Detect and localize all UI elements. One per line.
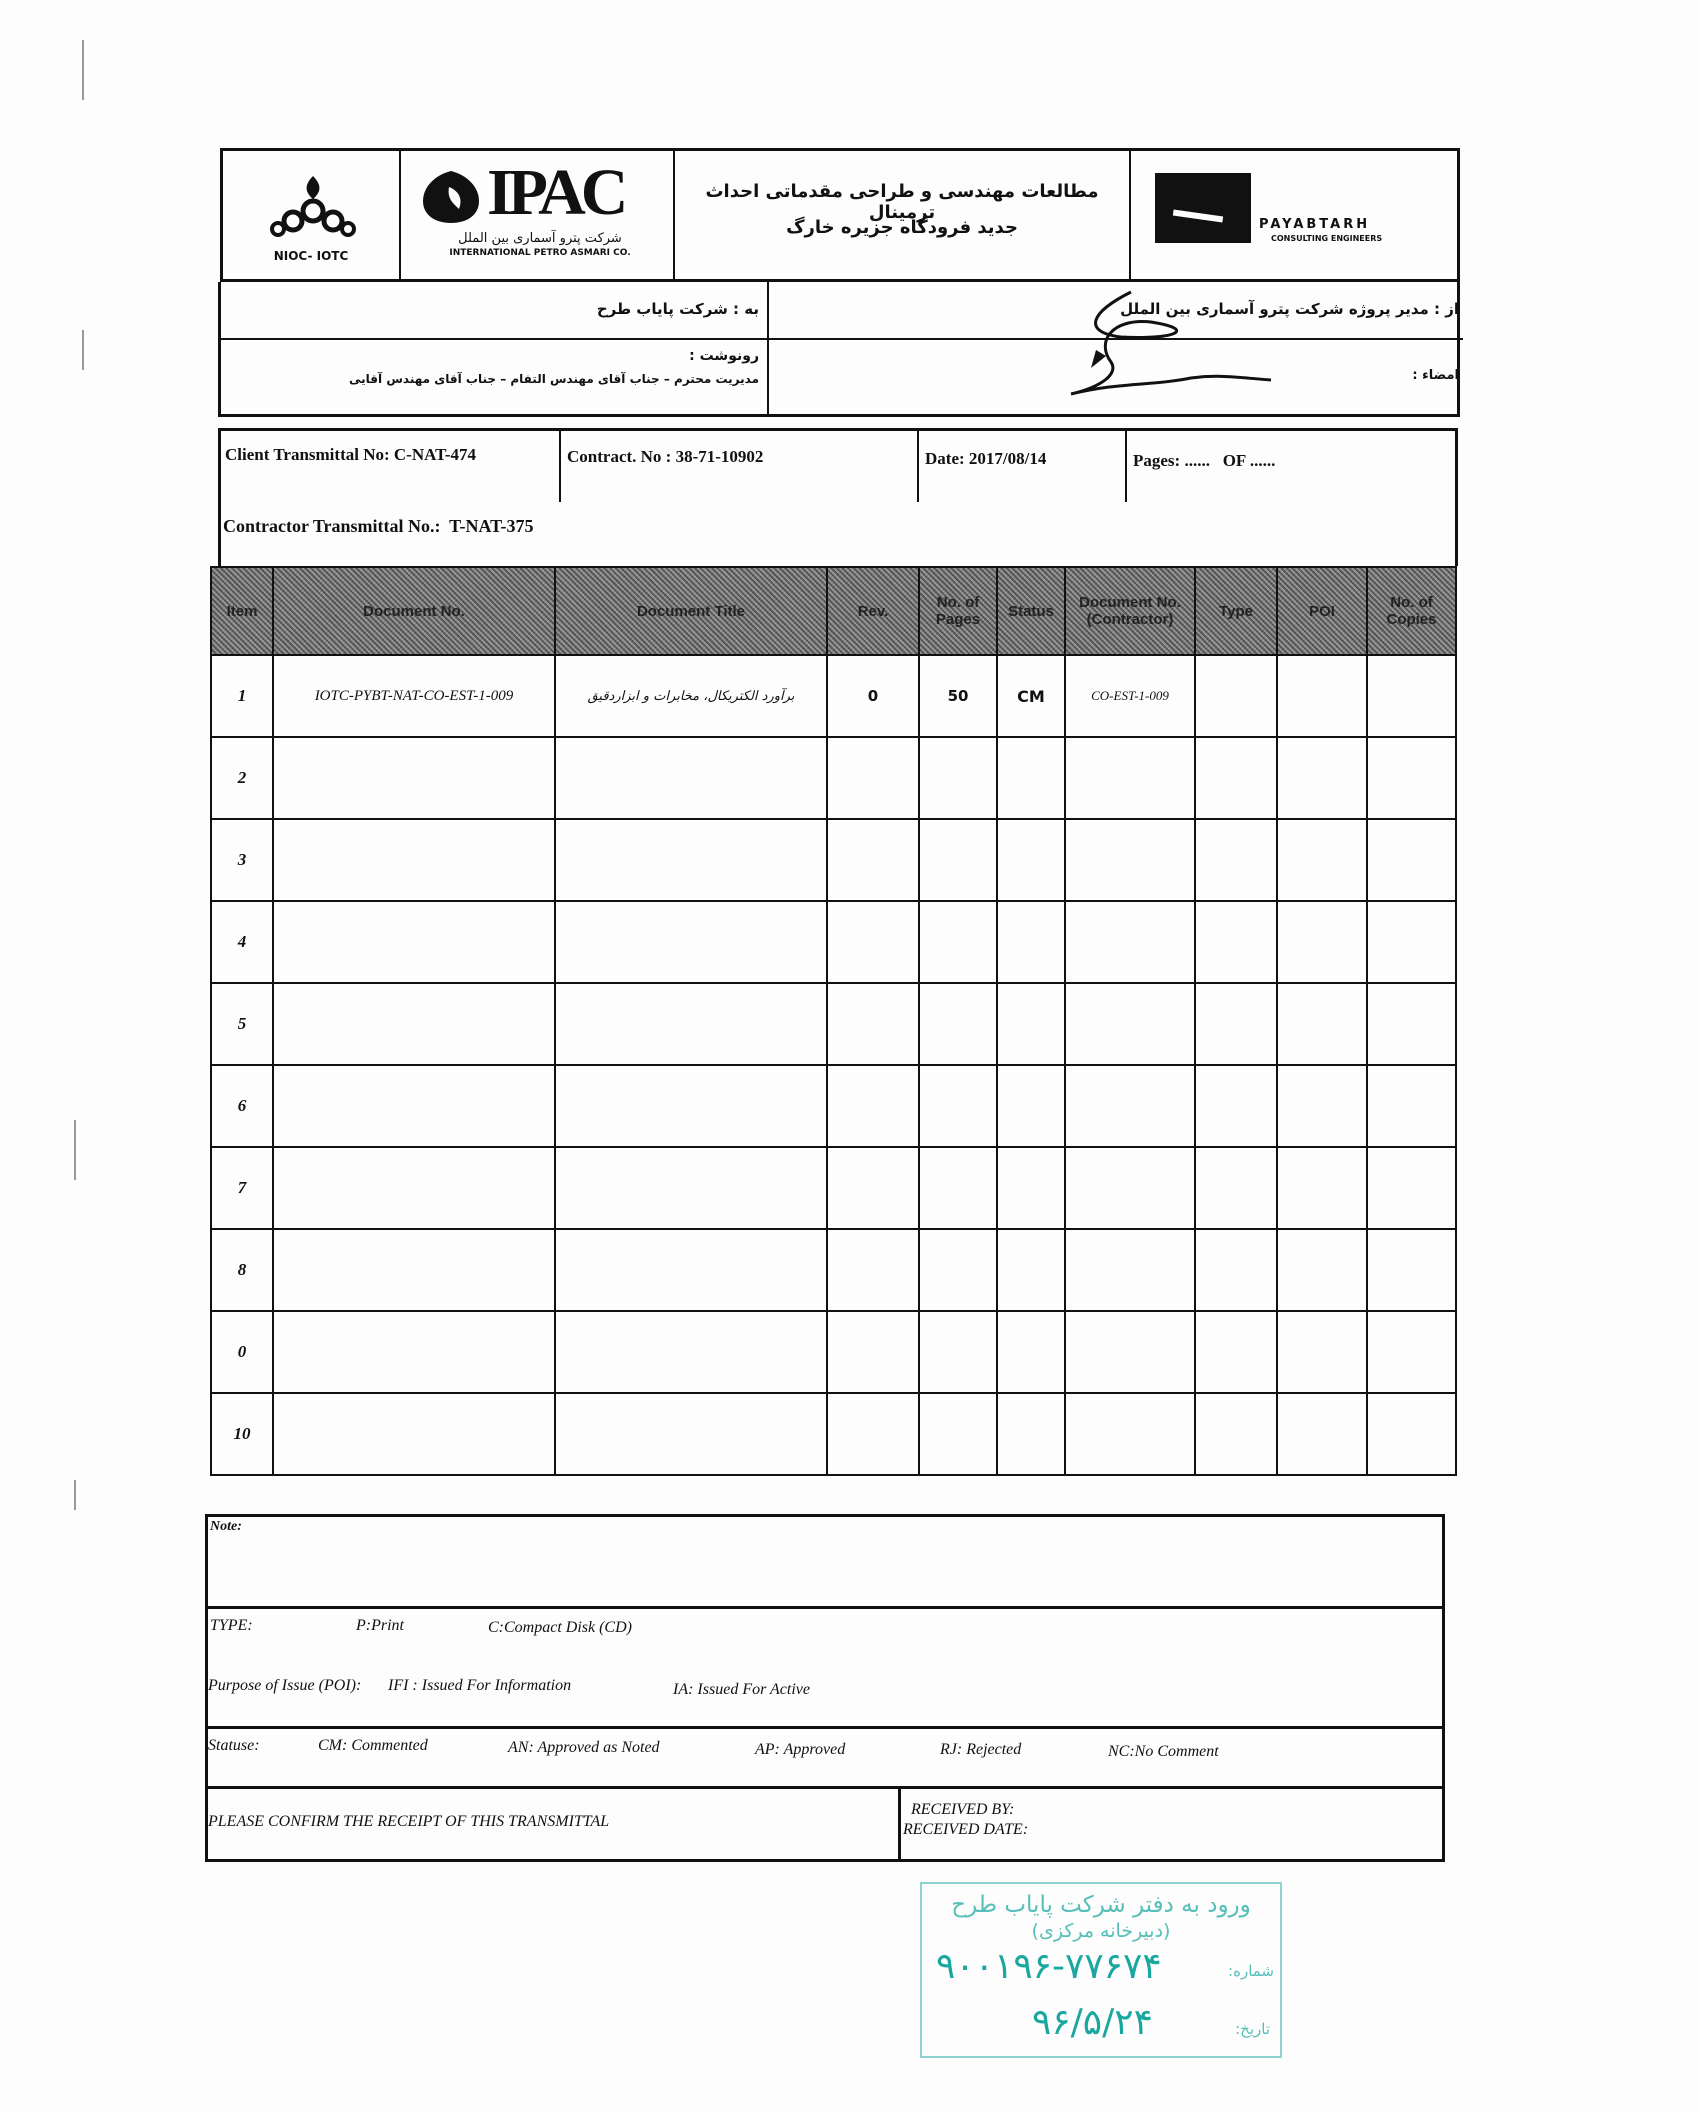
status-an: AN: Approved as Noted	[508, 1739, 660, 1756]
status-nc: NC:No Comment	[1108, 1743, 1219, 1760]
header-item: Item	[211, 567, 273, 655]
transmittal-date: Date: 2017/08/14	[925, 449, 1047, 468]
status-label: Statuse:	[208, 1737, 260, 1754]
payabtarh-subtitle: CONSULTING ENGINEERS	[1271, 234, 1383, 243]
stamp-line2: (دبیرخانه مرکزی)	[1031, 1920, 1171, 1942]
project-title-line2: جدید فرودگاه جزیره خارگ	[786, 217, 1018, 238]
purpose-ifi: IFI : Issued For Information	[388, 1677, 572, 1694]
client-transmittal-no: Client Transmittal No: C-NAT-474	[225, 445, 477, 464]
ipac-logo-text: IPAC	[487, 156, 624, 229]
pages-cell	[1127, 431, 1455, 502]
document-table	[210, 566, 1457, 1476]
contract-no: Contract. No : 38-71-10902	[567, 447, 764, 466]
payabtarh-logo-mark	[1155, 173, 1251, 243]
status-rj: RJ: Rejected	[940, 1741, 1022, 1758]
type-label: TYPE:	[210, 1617, 253, 1634]
row-number: 10	[211, 1393, 273, 1475]
stamp-number-handwritten: ۹۰۰۱۹۶-۷۷۶۷۴	[936, 1946, 1162, 1987]
scan-margin-mark	[74, 1120, 76, 1180]
row-number: 1	[211, 655, 273, 737]
purpose-row	[208, 1671, 1442, 1729]
table-row	[211, 1311, 1456, 1393]
status-legend-row	[208, 1729, 1442, 1789]
payabtarh-logo-cell	[1131, 151, 1457, 279]
status-cm: CM: Commented	[318, 1737, 428, 1754]
scan-margin-mark	[74, 1480, 76, 1510]
confirm-cell	[208, 1789, 901, 1859]
purpose-label: Purpose of Issue (POI):	[208, 1677, 362, 1694]
signature-label: امضاء :	[1412, 368, 1459, 383]
row-number: 8	[211, 1229, 273, 1311]
header-no-of-pages: No. of Pages	[919, 567, 997, 655]
header-contractor-doc-no: Document No. (Contractor)	[1065, 567, 1195, 655]
contractor-transmittal-no: Contractor Transmittal No.: T-NAT-375	[223, 516, 534, 536]
row-status: CM	[997, 655, 1065, 737]
cc-recipients: مدیریت محترم – جناب آقای مهندس التفام – جناب آقای مهندس آقایی	[349, 372, 759, 386]
type-cd: C:Compact Disk (CD)	[488, 1619, 632, 1636]
cc-label: رونوشت :	[689, 348, 759, 364]
contract-cell	[561, 431, 919, 502]
ipac-drop-logo	[419, 167, 483, 225]
stamp-date-handwritten: ۹۶/۵/۲۴	[1032, 2002, 1153, 2043]
table-row	[211, 1065, 1456, 1147]
ipac-farsi-name: شرکت پترو آسماری بین الملل	[458, 231, 622, 246]
nioc-label: NIOC- IOTC	[273, 249, 349, 263]
received-by: RECEIVED BY:	[911, 1801, 1015, 1818]
client-transmittal-cell	[221, 431, 561, 502]
row-document-title: برآورد الکتریکال، مخابرات و ابزاردقیق	[555, 655, 827, 737]
purpose-ia: IA: Issued For Active	[673, 1681, 810, 1698]
table-row	[211, 737, 1456, 819]
from-sender: از : مدیر پروژه شرکت پترو آسماری بین الملل	[1120, 300, 1459, 318]
stamp-date-label: تاریخ:	[1235, 2020, 1270, 2038]
stamp-number-label: شماره:	[1228, 1962, 1274, 1980]
row-number: 7	[211, 1147, 273, 1229]
nioc-logo-cell	[223, 151, 401, 279]
scan-margin-mark	[82, 40, 84, 100]
stamp-line1: ورود به دفتر شرکت پایاب طرح	[951, 1892, 1251, 1918]
row-contractor-doc-no: CO-EST-1-009	[1065, 655, 1195, 737]
received-date: RECEIVED DATE:	[903, 1821, 1029, 1838]
row-document-no: IOTC-PYBT-NAT-CO-EST-1-009	[273, 655, 555, 737]
confirm-receipt-text: PLEASE CONFIRM THE RECEIPT OF THIS TRANSMITTAL	[208, 1813, 610, 1830]
handwritten-signature	[1001, 282, 1301, 412]
project-title-cell	[675, 151, 1131, 279]
note-row	[208, 1517, 1442, 1609]
header-document-title: Document Title	[555, 567, 827, 655]
transmittal-info-row	[218, 428, 1458, 502]
header-rev: Rev.	[827, 567, 919, 655]
row-number: 4	[211, 901, 273, 983]
status-ap: AP: Approved	[755, 1741, 846, 1758]
receipt-stamp	[920, 1882, 1282, 2058]
table-row	[211, 1147, 1456, 1229]
letterhead	[220, 148, 1460, 282]
row-number: 3	[211, 819, 273, 901]
date-cell	[919, 431, 1127, 502]
header-status: Status	[997, 567, 1065, 655]
ipac-english-name: INTERNATIONAL PETRO ASMARI CO.	[449, 248, 631, 258]
row-number: 6	[211, 1065, 273, 1147]
row-rev: 0	[827, 655, 919, 737]
ipac-logo-cell	[401, 151, 675, 279]
header-document-no: Document No.	[273, 567, 555, 655]
header-poi: POI	[1277, 567, 1367, 655]
cc-cell	[221, 340, 769, 414]
table-row	[211, 1229, 1456, 1311]
row-poi	[1277, 655, 1367, 737]
row-copies	[1367, 655, 1456, 737]
to-recipient: به : شرکت پایاب طرح	[596, 300, 759, 318]
note-label: Note:	[210, 1519, 242, 1534]
scan-margin-mark	[82, 330, 84, 370]
table-row	[211, 819, 1456, 901]
row-number: 0	[211, 1311, 273, 1393]
header-type: Type	[1195, 567, 1277, 655]
type-print: P:Print	[356, 1617, 404, 1634]
payabtarh-name: PAYABTARH	[1259, 217, 1371, 232]
nioc-flame-logo	[268, 171, 358, 241]
header-copies: No. of Copies	[1367, 567, 1456, 655]
notes-block	[205, 1514, 1445, 1862]
received-cell	[901, 1789, 1441, 1859]
row-number: 2	[211, 737, 273, 819]
contractor-transmittal-row	[218, 502, 1458, 566]
type-row	[208, 1609, 1442, 1671]
to-cell	[221, 282, 769, 340]
project-title-line1: مطالعات مهندسی و طراحی مقدماتی احداث ترمینال	[705, 181, 1099, 223]
table-row	[211, 655, 1456, 737]
table-row	[211, 1393, 1456, 1475]
addressing-block	[218, 282, 1460, 417]
table-row	[211, 983, 1456, 1065]
row-type	[1195, 655, 1277, 737]
row-number: 5	[211, 983, 273, 1065]
row-pages: 50	[919, 655, 997, 737]
table-row	[211, 901, 1456, 983]
table-header-row	[211, 567, 1456, 655]
pages-count: Pages: ...... OF ......	[1133, 451, 1276, 470]
